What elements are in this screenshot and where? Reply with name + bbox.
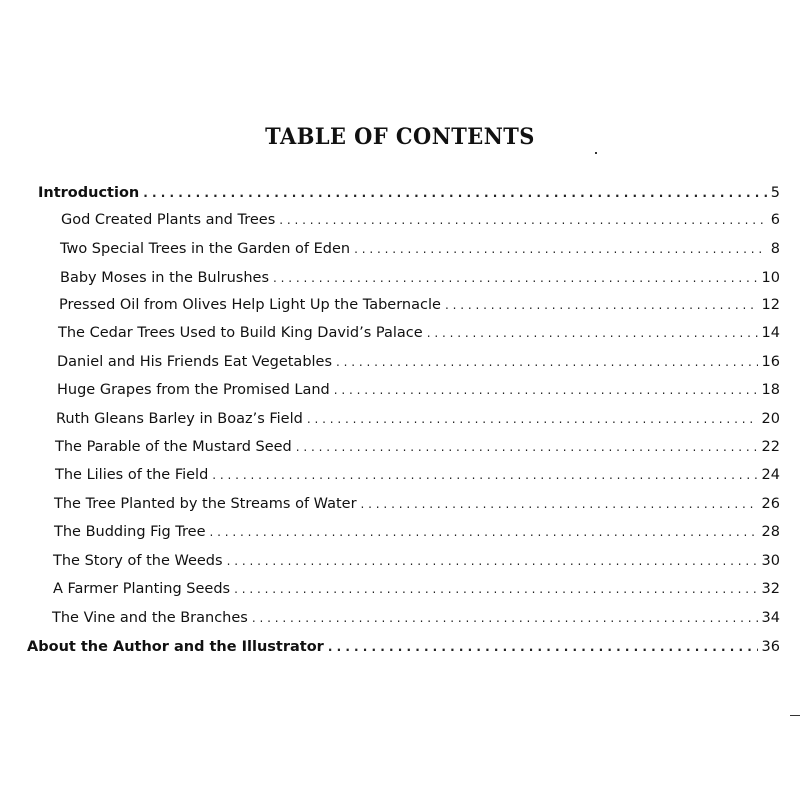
toc-entry-page: 14	[761, 325, 780, 341]
toc-entry[interactable]	[57, 353, 780, 371]
toc-entry[interactable]	[61, 211, 780, 229]
dot-leader	[227, 552, 758, 570]
toc-entry-page: 32	[761, 581, 780, 597]
toc-entry[interactable]	[60, 269, 780, 287]
dot-leader	[210, 523, 758, 541]
toc-entry-label: The Cedar Trees Used to Build King David’s Palace	[58, 325, 423, 341]
toc-entry-page: 26	[761, 496, 780, 512]
toc-entry-label: The Budding Fig Tree	[54, 524, 206, 540]
toc-entry[interactable]	[55, 466, 780, 484]
toc-entry-page: 30	[761, 553, 780, 569]
speck-mark	[595, 152, 597, 154]
toc-entry-page: 36	[761, 639, 780, 655]
dot-leader	[427, 324, 758, 342]
dot-leader	[273, 269, 758, 287]
toc-entry-page: 5	[770, 185, 780, 201]
toc-entry-label: Baby Moses in the Bulrushes	[60, 270, 270, 286]
toc-entry[interactable]	[55, 438, 780, 456]
dot-leader	[252, 609, 758, 627]
toc-entry-page: 16	[761, 354, 780, 370]
toc-entry[interactable]	[52, 609, 780, 627]
dot-leader	[143, 184, 767, 202]
toc-entry[interactable]	[56, 410, 780, 428]
toc-entry-page: 6	[770, 212, 780, 228]
dot-leader	[445, 296, 758, 314]
toc-entry[interactable]	[57, 381, 780, 399]
toc-entry[interactable]	[58, 324, 780, 342]
toc-entry-page: 8	[770, 241, 780, 257]
toc-entry-page: 20	[761, 411, 780, 427]
toc-entry-introduction[interactable]	[38, 184, 780, 202]
dot-leader	[328, 638, 758, 656]
toc-entry-label: Ruth Gleans Barley in Boaz’s Field	[56, 411, 303, 427]
toc-entry[interactable]	[53, 552, 780, 570]
dot-leader	[336, 353, 758, 371]
dot-leader	[361, 495, 758, 513]
toc-entry-page: 22	[761, 439, 780, 455]
dot-leader	[212, 466, 757, 484]
toc-entry-label: Huge Grapes from the Promised Land	[57, 382, 330, 398]
toc-entry-page: 34	[761, 610, 780, 626]
dot-leader	[354, 240, 767, 258]
dot-leader	[279, 211, 767, 229]
toc-entry[interactable]	[60, 240, 780, 258]
toc-entry-label: Daniel and His Friends Eat Vegetables	[57, 354, 333, 370]
toc-entry-label: The Tree Planted by the Streams of Water	[54, 496, 357, 512]
page-title: TABLE OF CONTENTS	[265, 124, 535, 150]
toc-entry-label: The Story of the Weeds	[53, 553, 223, 569]
dot-leader	[334, 381, 758, 399]
toc-entry-page: 24	[761, 467, 780, 483]
toc-entry-label: Introduction	[38, 185, 140, 201]
toc-entry-page: 12	[761, 297, 780, 313]
toc-entry[interactable]	[54, 523, 780, 541]
toc-entry-page: 28	[761, 524, 780, 540]
toc-entry[interactable]	[54, 495, 780, 513]
dot-leader	[234, 580, 757, 598]
toc-entry-label: Pressed Oil from Olives Help Light Up the Tabernacle	[59, 297, 441, 313]
dot-leader	[307, 410, 758, 428]
toc-entry-page: 18	[761, 382, 780, 398]
toc-entry-label: The Parable of the Mustard Seed	[55, 439, 292, 455]
toc-entry-label: God Created Plants and Trees	[61, 212, 276, 228]
toc-entry-about-author[interactable]	[27, 638, 780, 656]
toc-entry[interactable]	[59, 296, 780, 314]
toc-entry-page: 10	[761, 270, 780, 286]
toc-entry-label: A Farmer Planting Seeds	[53, 581, 231, 597]
toc-entry-label: Two Special Trees in the Garden of Eden	[60, 241, 351, 257]
toc-entry-label: The Vine and the Branches	[52, 610, 248, 626]
edge-mark	[790, 715, 800, 716]
toc-entry[interactable]	[53, 580, 780, 598]
toc-entry-label: The Lilies of the Field	[55, 467, 209, 483]
toc-entry-label: About the Author and the Illustrator	[27, 639, 324, 655]
dot-leader	[296, 438, 758, 456]
